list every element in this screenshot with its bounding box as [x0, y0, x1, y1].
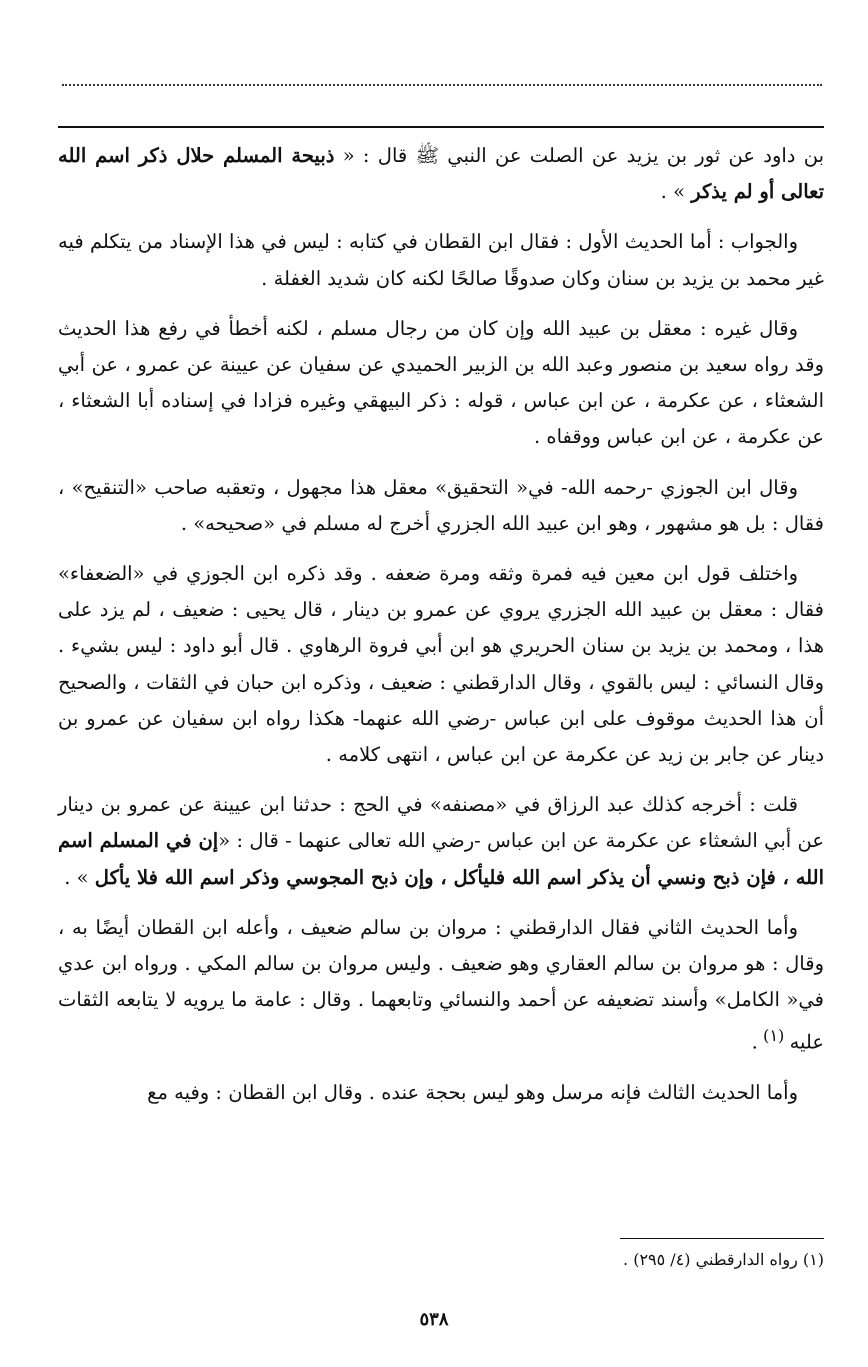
- paragraph-others: وقال غيره : معقل بن عبيد الله وإن كان من رجال مسلم ، لكنه أخطأ في رفع هذا الحديث وقد رواه سعيد بن منصور وعبد الله بن الزبير الحميدي عن سفيان عن عيينة عن عمرو ، عن أبي الشعثاء ، عن عكرمة ، عن ابن عباس ، قوله : ذكر البيهقي وغيره فزادا في إسناده أبا الشعثاء ، عن عكرمة ، عن ابن عباس ووقفاه .: [58, 316, 824, 449]
- paragraph-abd-razzaq: قلت : أخرجه كذلك عبد الرزاق في «مصنفه» في الحج : حدثنا ابن عيينة عن عمرو بن دينار عن أبي الشعثاء عن عكرمة عن ابن عباس -رضي الله تعالى عنهما - قال : «إن في المسلم اسم الله ، فإن ذبح ونسي أن يذكر اسم الله فليأكل ، وإن ذبح المجوسي وذكر اسم الله فلا يأكل » .: [58, 793, 824, 889]
- hadith-quote: ذبيحة المسلم حلال ذكر اسم الله تعالى أو لم يذكر: [58, 144, 824, 204]
- hadith-quote: إن في المسلم اسم الله ، فإن ذبح ونسي أن يذكر اسم الله فليأكل ، وإن ذبح المجوسي وذكر اسم الله فلا يأكل: [58, 829, 824, 889]
- paragraph-ibn-maeen: واختلف قول ابن معين فيه فمرة وثقه ومرة ضعفه . وقد ذكره ابن الجوزي في «الضعفاء» فقال : معقل بن عبيد الله الجزري يروي عن عمرو بن دينار ، قال يحيى : ضعيف ، لم يزد على هذا ، ومحمد بن يزيد بن سنان الحريري هو ابن أبي فروة الرهاوي . قال أبو داود : ليس بشيء . وقال النسائي : ليس بالقوي ، وقال الدارقطني : ضعيف ، وذكره ابن حبان في الثقات ، والصحيح أن هذا الحديث موقوف على ابن عباس -رضي الله عنهما- هكذا رواه ابن سفيان عن عمرو بن دينار عن جابر بن زيد عن عكرمة عن ابن عباس ، انتهى كلامه .: [58, 562, 824, 767]
- paragraph-second-hadith: وأما الحديث الثاني فقال الدارقطني : مروان بن سالم ضعيف ، وأعله ابن القطان أيضًا به ، وقال : هو مروان بن سالم العقاري وهو ضعيف . وليس مروان بن سالم المكي . ورواه ابن عدي في« الكامل» وأسند تضعيفه عن أحمد والنسائي وتابعهما . وقال : عامة ما يرويه لا يتابعه الثقات عليه $^{(١)}$ .: [58, 915, 824, 1054]
- paragraph-answer: والجواب : أما الحديث الأول : فقال ابن القطان في كتابه : ليس في هذا الإسناد من يتكلم فيه غير محمد بن يزيد بن سنان وكان صدوقًا صالحًا لكنه كان شديد الغفلة .: [58, 230, 824, 290]
- paragraph-continuation: بن داود عن ثور بن يزيد عن الصلت عن النبي ﷺ قال : « ذبيحة المسلم حلال ذكر اسم الله تعالى أو لم يذكر » .: [58, 144, 825, 204]
- page-number: ٥٣٨: [419, 1309, 449, 1330]
- header-rule: [58, 126, 824, 128]
- paragraph-ibn-jawzi: وقال ابن الجوزي -رحمه الله- في« التحقيق» معقل هذا مجهول ، وتعقبه صاحب «التنقيح» ، فقال : بل هو مشهور ، وهو ابن عبيد الله الجزري أخرج له مسلم في «صحيحه» .: [58, 475, 824, 535]
- paragraph-third-hadith: وأما الحديث الثالث فإنه مرسل وهو ليس بحجة عنده . وقال ابن القطان : وفيه مع: [147, 1081, 798, 1105]
- footnote-marker[interactable]: (١): [757, 1026, 790, 1046]
- footnote: (١) رواه الدارقطني (٤/ ٢٩٥) .: [623, 1250, 824, 1269]
- main-text: [58, 138, 824, 1125]
- header-dotted-line: [62, 84, 822, 86]
- footnote-rule: [620, 1238, 824, 1239]
